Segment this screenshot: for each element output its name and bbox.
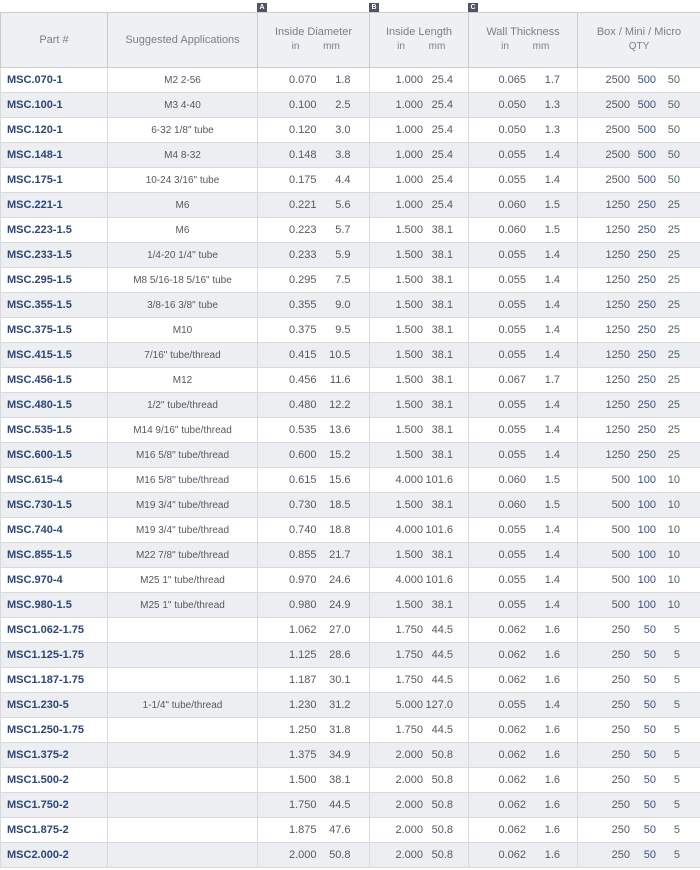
quantity-cell: 1250 250 25 <box>578 193 700 218</box>
application-cell: M4 8-32 <box>108 143 258 168</box>
sleeve-spec-table <box>0 12 700 868</box>
inside-length-cell: 2.000 50.8 <box>370 743 469 768</box>
quantity-cell: 250 50 5 <box>578 743 700 768</box>
inside-length-cell: 1.500 38.1 <box>370 318 469 343</box>
application-cell: M8 5/16-18 5/16" tube <box>108 268 258 293</box>
table-row <box>1 268 700 293</box>
table-row <box>1 618 700 643</box>
wall-thickness-cell: 0.060 1.5 <box>469 468 578 493</box>
application-cell <box>108 643 258 668</box>
inside-diameter-cell: 1.250 31.8 <box>258 718 370 743</box>
inside-diameter-cell: 1.230 31.2 <box>258 693 370 718</box>
wall-thickness-cell: 0.050 1.3 <box>469 93 578 118</box>
wall-thickness-cell: 0.062 1.6 <box>469 768 578 793</box>
header-box-mini-micro-qty: Box / Mini / Micro QTY <box>578 13 700 68</box>
inside-diameter-cell: 0.223 5.7 <box>258 218 370 243</box>
part-number-cell[interactable]: MSC1.375-2 <box>1 743 108 768</box>
wall-thickness-cell: 0.060 1.5 <box>469 193 578 218</box>
inside-length-cell: 1.750 44.5 <box>370 718 469 743</box>
part-number-cell[interactable]: MSC.535-1.5 <box>1 418 108 443</box>
inside-diameter-cell: 0.730 18.5 <box>258 493 370 518</box>
quantity-cell: 250 50 5 <box>578 618 700 643</box>
wall-thickness-cell: 0.062 1.6 <box>469 843 578 868</box>
inside-diameter-cell: 0.233 5.9 <box>258 243 370 268</box>
table-row <box>1 793 700 818</box>
inside-diameter-cell: 0.070 1.8 <box>258 68 370 93</box>
part-number-cell[interactable]: MSC.730-1.5 <box>1 493 108 518</box>
inside-length-cell: 1.500 38.1 <box>370 593 469 618</box>
inside-diameter-cell: 0.980 24.9 <box>258 593 370 618</box>
quantity-cell: 500 100 10 <box>578 568 700 593</box>
inside-length-cell: 1.500 38.1 <box>370 543 469 568</box>
wall-thickness-cell: 0.055 1.4 <box>469 568 578 593</box>
inside-diameter-cell: 0.355 9.0 <box>258 293 370 318</box>
quantity-cell: 500 100 10 <box>578 493 700 518</box>
application-cell: M14 9/16" tube/thread <box>108 418 258 443</box>
inside-diameter-cell: 0.120 3.0 <box>258 118 370 143</box>
application-cell: 1/2" tube/thread <box>108 393 258 418</box>
wall-thickness-cell: 0.055 1.4 <box>469 143 578 168</box>
wall-thickness-cell: 0.060 1.5 <box>469 493 578 518</box>
table-row <box>1 243 700 268</box>
quantity-cell: 2500 500 50 <box>578 143 700 168</box>
table-row <box>1 118 700 143</box>
quantity-cell: 250 50 5 <box>578 643 700 668</box>
wall-thickness-cell: 0.055 1.4 <box>469 593 578 618</box>
inside-length-cell: 1.500 38.1 <box>370 393 469 418</box>
wall-thickness-cell: 0.055 1.4 <box>469 243 578 268</box>
quantity-cell: 1250 250 25 <box>578 268 700 293</box>
quantity-cell: 250 50 5 <box>578 818 700 843</box>
part-number-cell[interactable]: MSC.600-1.5 <box>1 443 108 468</box>
table-row <box>1 518 700 543</box>
inside-diameter-cell: 0.415 10.5 <box>258 343 370 368</box>
table-body <box>1 68 700 868</box>
part-number-cell[interactable]: MSC.480-1.5 <box>1 393 108 418</box>
header-inside-length: Inside Length in mm <box>370 13 469 68</box>
table-row <box>1 318 700 343</box>
application-cell: M6 <box>108 218 258 243</box>
inside-length-cell: 1.500 38.1 <box>370 268 469 293</box>
inside-length-cell: 1.500 38.1 <box>370 293 469 318</box>
inside-length-cell: 1.500 38.1 <box>370 493 469 518</box>
application-cell <box>108 793 258 818</box>
inside-length-cell: 1.000 25.4 <box>370 143 469 168</box>
column-letter-a: A <box>257 3 267 13</box>
wall-thickness-cell: 0.062 1.6 <box>469 743 578 768</box>
table-row <box>1 768 700 793</box>
application-cell: M12 <box>108 368 258 393</box>
table-row <box>1 493 700 518</box>
part-number-cell[interactable]: MSC.456-1.5 <box>1 368 108 393</box>
inside-length-cell: 2.000 50.8 <box>370 768 469 793</box>
column-letter-c: C <box>468 3 478 13</box>
quantity-cell: 500 100 10 <box>578 468 700 493</box>
wall-thickness-cell: 0.067 1.7 <box>469 368 578 393</box>
application-cell <box>108 743 258 768</box>
wall-thickness-cell: 0.062 1.6 <box>469 618 578 643</box>
part-number-cell[interactable]: MSC.223-1.5 <box>1 218 108 243</box>
table-row <box>1 418 700 443</box>
wall-thickness-cell: 0.055 1.4 <box>469 393 578 418</box>
table-row <box>1 68 700 93</box>
quantity-cell: 1250 250 25 <box>578 318 700 343</box>
table-row <box>1 143 700 168</box>
quantity-cell: 500 100 10 <box>578 518 700 543</box>
inside-length-cell: 1.750 44.5 <box>370 618 469 643</box>
table-row <box>1 818 700 843</box>
application-cell: M25 1" tube/thread <box>108 593 258 618</box>
quantity-cell: 2500 500 50 <box>578 68 700 93</box>
application-cell: 1-1/4" tube/thread <box>108 693 258 718</box>
inside-diameter-cell: 1.125 28.6 <box>258 643 370 668</box>
inside-length-cell: 2.000 50.8 <box>370 793 469 818</box>
inside-diameter-cell: 0.456 11.6 <box>258 368 370 393</box>
inside-diameter-cell: 0.535 13.6 <box>258 418 370 443</box>
quantity-cell: 1250 250 25 <box>578 443 700 468</box>
inside-diameter-cell: 0.855 21.7 <box>258 543 370 568</box>
table-row <box>1 443 700 468</box>
table-row <box>1 93 700 118</box>
quantity-cell: 250 50 5 <box>578 668 700 693</box>
wall-thickness-cell: 0.055 1.4 <box>469 418 578 443</box>
part-number-cell[interactable]: MSC.415-1.5 <box>1 343 108 368</box>
application-cell: 7/16" tube/thread <box>108 343 258 368</box>
wall-thickness-cell: 0.062 1.6 <box>469 718 578 743</box>
table-row <box>1 643 700 668</box>
part-number-cell[interactable]: MSC.100-1 <box>1 93 108 118</box>
application-cell: M19 3/4" tube/thread <box>108 493 258 518</box>
application-cell: 6-32 1/8" tube <box>108 118 258 143</box>
table-row <box>1 218 700 243</box>
inside-diameter-cell: 1.750 44.5 <box>258 793 370 818</box>
part-number-cell[interactable]: MSC.740-4 <box>1 518 108 543</box>
inside-diameter-cell: 0.100 2.5 <box>258 93 370 118</box>
part-number-cell[interactable]: MSC1.500-2 <box>1 768 108 793</box>
wall-thickness-cell: 0.055 1.4 <box>469 268 578 293</box>
wall-thickness-cell: 0.055 1.4 <box>469 443 578 468</box>
part-number-cell[interactable]: MSC1.230-5 <box>1 693 108 718</box>
application-cell: 10-24 3/16" tube <box>108 168 258 193</box>
part-number-cell[interactable]: MSC.855-1.5 <box>1 543 108 568</box>
table-row <box>1 293 700 318</box>
inside-diameter-cell: 0.600 15.2 <box>258 443 370 468</box>
part-number-cell[interactable]: MSC.221-1 <box>1 193 108 218</box>
inside-length-cell: 1.000 25.4 <box>370 93 469 118</box>
quantity-cell: 1250 250 25 <box>578 418 700 443</box>
inside-diameter-cell: 1.187 30.1 <box>258 668 370 693</box>
inside-length-cell: 1.000 25.4 <box>370 168 469 193</box>
inside-diameter-cell: 0.221 5.6 <box>258 193 370 218</box>
table-row <box>1 843 700 868</box>
inside-length-cell: 1.500 38.1 <box>370 243 469 268</box>
part-number-cell[interactable]: MSC1.062-1.75 <box>1 618 108 643</box>
application-cell: M19 3/4" tube/thread <box>108 518 258 543</box>
wall-thickness-cell: 0.055 1.4 <box>469 168 578 193</box>
quantity-cell: 1250 250 25 <box>578 293 700 318</box>
quantity-cell: 1250 250 25 <box>578 368 700 393</box>
wall-thickness-cell: 0.055 1.4 <box>469 518 578 543</box>
quantity-cell: 500 100 10 <box>578 593 700 618</box>
application-cell <box>108 768 258 793</box>
wall-thickness-cell: 0.055 1.4 <box>469 318 578 343</box>
header-suggested-applications: Suggested Applications <box>108 13 258 68</box>
application-cell: M22 7/8" tube/thread <box>108 543 258 568</box>
inside-length-cell: 4.000 101.6 <box>370 518 469 543</box>
table-row <box>1 668 700 693</box>
wall-thickness-cell: 0.055 1.4 <box>469 543 578 568</box>
inside-length-cell: 1.500 38.1 <box>370 418 469 443</box>
inside-length-cell: 1.000 25.4 <box>370 68 469 93</box>
quantity-cell: 250 50 5 <box>578 718 700 743</box>
part-number-cell[interactable]: MSC.295-1.5 <box>1 268 108 293</box>
header-wall-thickness: Wall Thickness in mm <box>469 13 578 68</box>
application-cell: 3/8-16 3/8" tube <box>108 293 258 318</box>
table-row <box>1 543 700 568</box>
quantity-cell: 250 50 5 <box>578 693 700 718</box>
application-cell <box>108 718 258 743</box>
quantity-cell: 250 50 5 <box>578 768 700 793</box>
inside-diameter-cell: 1.375 34.9 <box>258 743 370 768</box>
application-cell <box>108 818 258 843</box>
inside-diameter-cell: 2.000 50.8 <box>258 843 370 868</box>
table-row <box>1 718 700 743</box>
part-number-cell[interactable]: MSC.070-1 <box>1 68 108 93</box>
part-number-cell[interactable]: MSC.615-4 <box>1 468 108 493</box>
application-cell: M16 5/8" tube/thread <box>108 443 258 468</box>
part-number-cell[interactable]: MSC.233-1.5 <box>1 243 108 268</box>
quantity-cell: 250 50 5 <box>578 793 700 818</box>
table-row <box>1 168 700 193</box>
wall-thickness-cell: 0.055 1.4 <box>469 293 578 318</box>
application-cell: M25 1" tube/thread <box>108 568 258 593</box>
inside-length-cell: 1.500 38.1 <box>370 218 469 243</box>
table-header-row <box>1 13 700 68</box>
application-cell: 1/4-20 1/4" tube <box>108 243 258 268</box>
part-number-cell[interactable]: MSC1.750-2 <box>1 793 108 818</box>
wall-thickness-cell: 0.055 1.4 <box>469 693 578 718</box>
quantity-cell: 1250 250 25 <box>578 243 700 268</box>
inside-diameter-cell: 0.970 24.6 <box>258 568 370 593</box>
inside-length-cell: 2.000 50.8 <box>370 843 469 868</box>
inside-length-cell: 1.750 44.5 <box>370 668 469 693</box>
inside-length-cell: 1.000 25.4 <box>370 193 469 218</box>
wall-thickness-cell: 0.065 1.7 <box>469 68 578 93</box>
inside-diameter-cell: 0.615 15.6 <box>258 468 370 493</box>
table-row <box>1 193 700 218</box>
inside-length-cell: 1.750 44.5 <box>370 643 469 668</box>
wall-thickness-cell: 0.055 1.4 <box>469 343 578 368</box>
table-row <box>1 693 700 718</box>
table-row <box>1 743 700 768</box>
table-row <box>1 568 700 593</box>
part-number-cell[interactable]: MSC1.187-1.75 <box>1 668 108 693</box>
inside-diameter-cell: 1.062 27.0 <box>258 618 370 643</box>
part-number-cell[interactable]: MSC1.125-1.75 <box>1 643 108 668</box>
inside-diameter-cell: 0.480 12.2 <box>258 393 370 418</box>
application-cell <box>108 618 258 643</box>
quantity-cell: 2500 500 50 <box>578 118 700 143</box>
wall-thickness-cell: 0.050 1.3 <box>469 118 578 143</box>
inside-diameter-cell: 0.295 7.5 <box>258 268 370 293</box>
part-number-cell[interactable]: MSC.375-1.5 <box>1 318 108 343</box>
wall-thickness-cell: 0.062 1.6 <box>469 818 578 843</box>
inside-diameter-cell: 0.375 9.5 <box>258 318 370 343</box>
part-number-cell[interactable]: MSC.970-4 <box>1 568 108 593</box>
application-cell: M16 5/8" tube/thread <box>108 468 258 493</box>
table-row <box>1 368 700 393</box>
quantity-cell: 2500 500 50 <box>578 93 700 118</box>
quantity-cell: 1250 250 25 <box>578 393 700 418</box>
header-inside-diameter: Inside Diameter in mm <box>258 13 370 68</box>
inside-diameter-cell: 1.500 38.1 <box>258 768 370 793</box>
wall-thickness-cell: 0.062 1.6 <box>469 668 578 693</box>
part-number-cell[interactable]: MSC1.875-2 <box>1 818 108 843</box>
quantity-cell: 250 50 5 <box>578 843 700 868</box>
table-row <box>1 343 700 368</box>
inside-diameter-cell: 0.175 4.4 <box>258 168 370 193</box>
part-number-cell[interactable]: MSC.355-1.5 <box>1 293 108 318</box>
quantity-cell: 500 100 10 <box>578 543 700 568</box>
table-row <box>1 468 700 493</box>
application-cell: M6 <box>108 193 258 218</box>
inside-length-cell: 4.000 101.6 <box>370 568 469 593</box>
inside-diameter-cell: 0.740 18.8 <box>258 518 370 543</box>
column-letter-b: B <box>369 3 379 13</box>
wall-thickness-cell: 0.062 1.6 <box>469 793 578 818</box>
part-number-cell[interactable]: MSC.148-1 <box>1 143 108 168</box>
application-cell <box>108 668 258 693</box>
inside-length-cell: 1.500 38.1 <box>370 443 469 468</box>
wall-thickness-cell: 0.060 1.5 <box>469 218 578 243</box>
application-cell <box>108 843 258 868</box>
application-cell: M10 <box>108 318 258 343</box>
inside-length-cell: 4.000 101.6 <box>370 468 469 493</box>
inside-length-cell: 2.000 50.8 <box>370 818 469 843</box>
inside-length-cell: 1.000 25.4 <box>370 118 469 143</box>
part-number-cell[interactable]: MSC.980-1.5 <box>1 593 108 618</box>
quantity-cell: 1250 250 25 <box>578 218 700 243</box>
inside-length-cell: 1.500 38.1 <box>370 343 469 368</box>
application-cell: M2 2-56 <box>108 68 258 93</box>
part-number-cell[interactable]: MSC.120-1 <box>1 118 108 143</box>
inside-length-cell: 5.000 127.0 <box>370 693 469 718</box>
inside-diameter-cell: 1.875 47.6 <box>258 818 370 843</box>
table-row <box>1 593 700 618</box>
part-number-cell[interactable]: MSC.175-1 <box>1 168 108 193</box>
quantity-cell: 1250 250 25 <box>578 343 700 368</box>
part-number-cell[interactable]: MSC2.000-2 <box>1 843 108 868</box>
table-row <box>1 393 700 418</box>
part-number-cell[interactable]: MSC1.250-1.75 <box>1 718 108 743</box>
application-cell: M3 4-40 <box>108 93 258 118</box>
inside-diameter-cell: 0.148 3.8 <box>258 143 370 168</box>
quantity-cell: 2500 500 50 <box>578 168 700 193</box>
inside-length-cell: 1.500 38.1 <box>370 368 469 393</box>
header-part-number: Part # <box>1 13 108 68</box>
wall-thickness-cell: 0.062 1.6 <box>469 643 578 668</box>
